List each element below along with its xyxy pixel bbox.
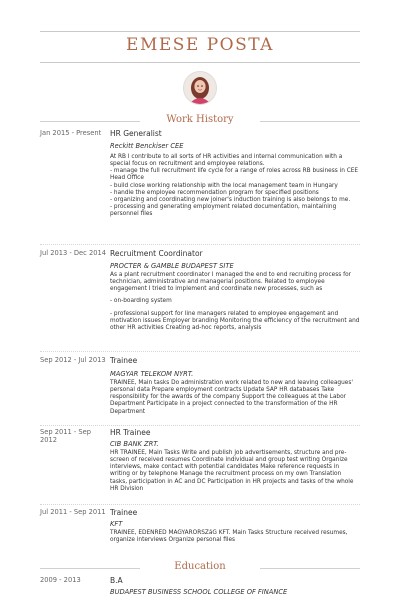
entry-separator (40, 504, 360, 505)
heading-line-right (260, 568, 360, 569)
entry-title: Trainee (110, 508, 138, 517)
entry-description (110, 380, 360, 416)
education-entry-1 (40, 576, 360, 600)
desc-line: TRAINEE, EDENRED MAGYARORSZáG KFT. Main Tasks Structure received resumes, organize interviews Organize personal files (110, 530, 348, 544)
education-heading (40, 561, 360, 575)
entry-title: Recruitment Coordinator (110, 249, 203, 258)
desc-line: TRAINEE, Main tasks Do administration work related to new and leaving colleagues' personal data Prepare employment contracts Update SAP HR databases Take responsibility for the awards of the company Support the colleagues at the Labor Department Participate in a project connected to the transformation of the HR Department (110, 380, 353, 415)
entry-organization: MAGYAR TELEKOM NYRT. (110, 370, 194, 378)
entry-date: Jan 2015 - Present (40, 129, 102, 137)
desc-line: - manage the full recruitment life cycle for a range of roles across RB business in CEE Head Office (110, 168, 359, 182)
entry-description (110, 154, 360, 218)
entry-description (110, 530, 360, 544)
entry-title: Trainee (110, 356, 138, 365)
desc-line: HR TRAINEE, Main Tasks Write and publish job advertisements, structure and pre-screen of received resumes Coordinate individual and group test writing Organize interviews, make contact with potential candidates Make reference requests in writing or by telephone Manage the recruitment process on my own Translation tasks, participation in AC and DC Participation in HR projects and tasks of the whole HR Division (110, 450, 354, 492)
entry-description (110, 450, 360, 493)
entry-separator (40, 244, 360, 245)
entry-organization: KFT (110, 520, 123, 528)
heading-line-right (260, 121, 360, 122)
entry-date: 2009 - 2013 (40, 576, 81, 584)
work-history-title: Work History (166, 114, 234, 125)
education-title: Education (174, 561, 226, 572)
entry-date: Jul 2013 - Dec 2014 (40, 249, 106, 257)
desc-line: As a plant recruitment coordinator I managed the end to end recruiting process for technician, administrative and managerial positions. Related to employee engagement I tried to implement and coordinate new processes, such as (110, 272, 352, 293)
entry-description (110, 272, 360, 332)
profile-photo-icon (184, 72, 216, 104)
entry-date: Sep 2011 - Sep 2012 (40, 428, 92, 445)
name-rule (40, 62, 360, 63)
desc-line: - handle the employee recommendation program for specified positions (110, 189, 319, 196)
work-entry-2 (40, 249, 360, 349)
entry-date: Jul 2011 - Sep 2011 (40, 508, 106, 516)
work-entry-4 (40, 428, 360, 504)
entry-organization: PROCTER & GAMBLE BUDAPEST SITE (110, 262, 234, 270)
entry-organization: CIB BANK ZRT. (110, 440, 159, 448)
entry-organization: Reckitt Benckiser CEE (110, 142, 184, 150)
work-history-heading (40, 114, 360, 128)
avatar (183, 71, 217, 105)
work-entry-3 (40, 356, 360, 424)
work-entry-1 (40, 129, 360, 241)
entry-title: B.A (110, 576, 123, 585)
desc-line: At RB I contribute to all sorts of HR activities and internal communication with a special focus on recruitment and employee relations. (110, 154, 343, 168)
entry-organization: BUDAPEST BUSINESS SCHOOL COLLEGE OF FINANCE (110, 588, 288, 596)
candidate-name: EMESE POSTA (126, 35, 274, 55)
entry-separator (40, 351, 360, 352)
desc-line: - organizing and coordinating new joiner's induction training is also belongs to me. (110, 196, 351, 203)
desc-line: - professional support for line managers related to employee engagement and motivation issues Employer branding Monitoring the efficiency of the recruitment and other HR activities Creating ad-hoc reports, analysis (110, 310, 360, 331)
top-rule (40, 31, 360, 32)
entry-separator (40, 425, 360, 426)
desc-line: - on-boarding system (110, 298, 172, 305)
work-entry-5 (40, 508, 360, 552)
entry-date: Sep 2012 - Jul 2013 (40, 356, 106, 364)
desc-line: - build close working relationship with the local management team in Hungary (110, 182, 338, 189)
entry-title: HR Generalist (110, 129, 162, 138)
entry-title: HR Trainee (110, 428, 151, 437)
desc-line: - processing and generating employment related documentation, maintaining personnel files (110, 204, 337, 218)
